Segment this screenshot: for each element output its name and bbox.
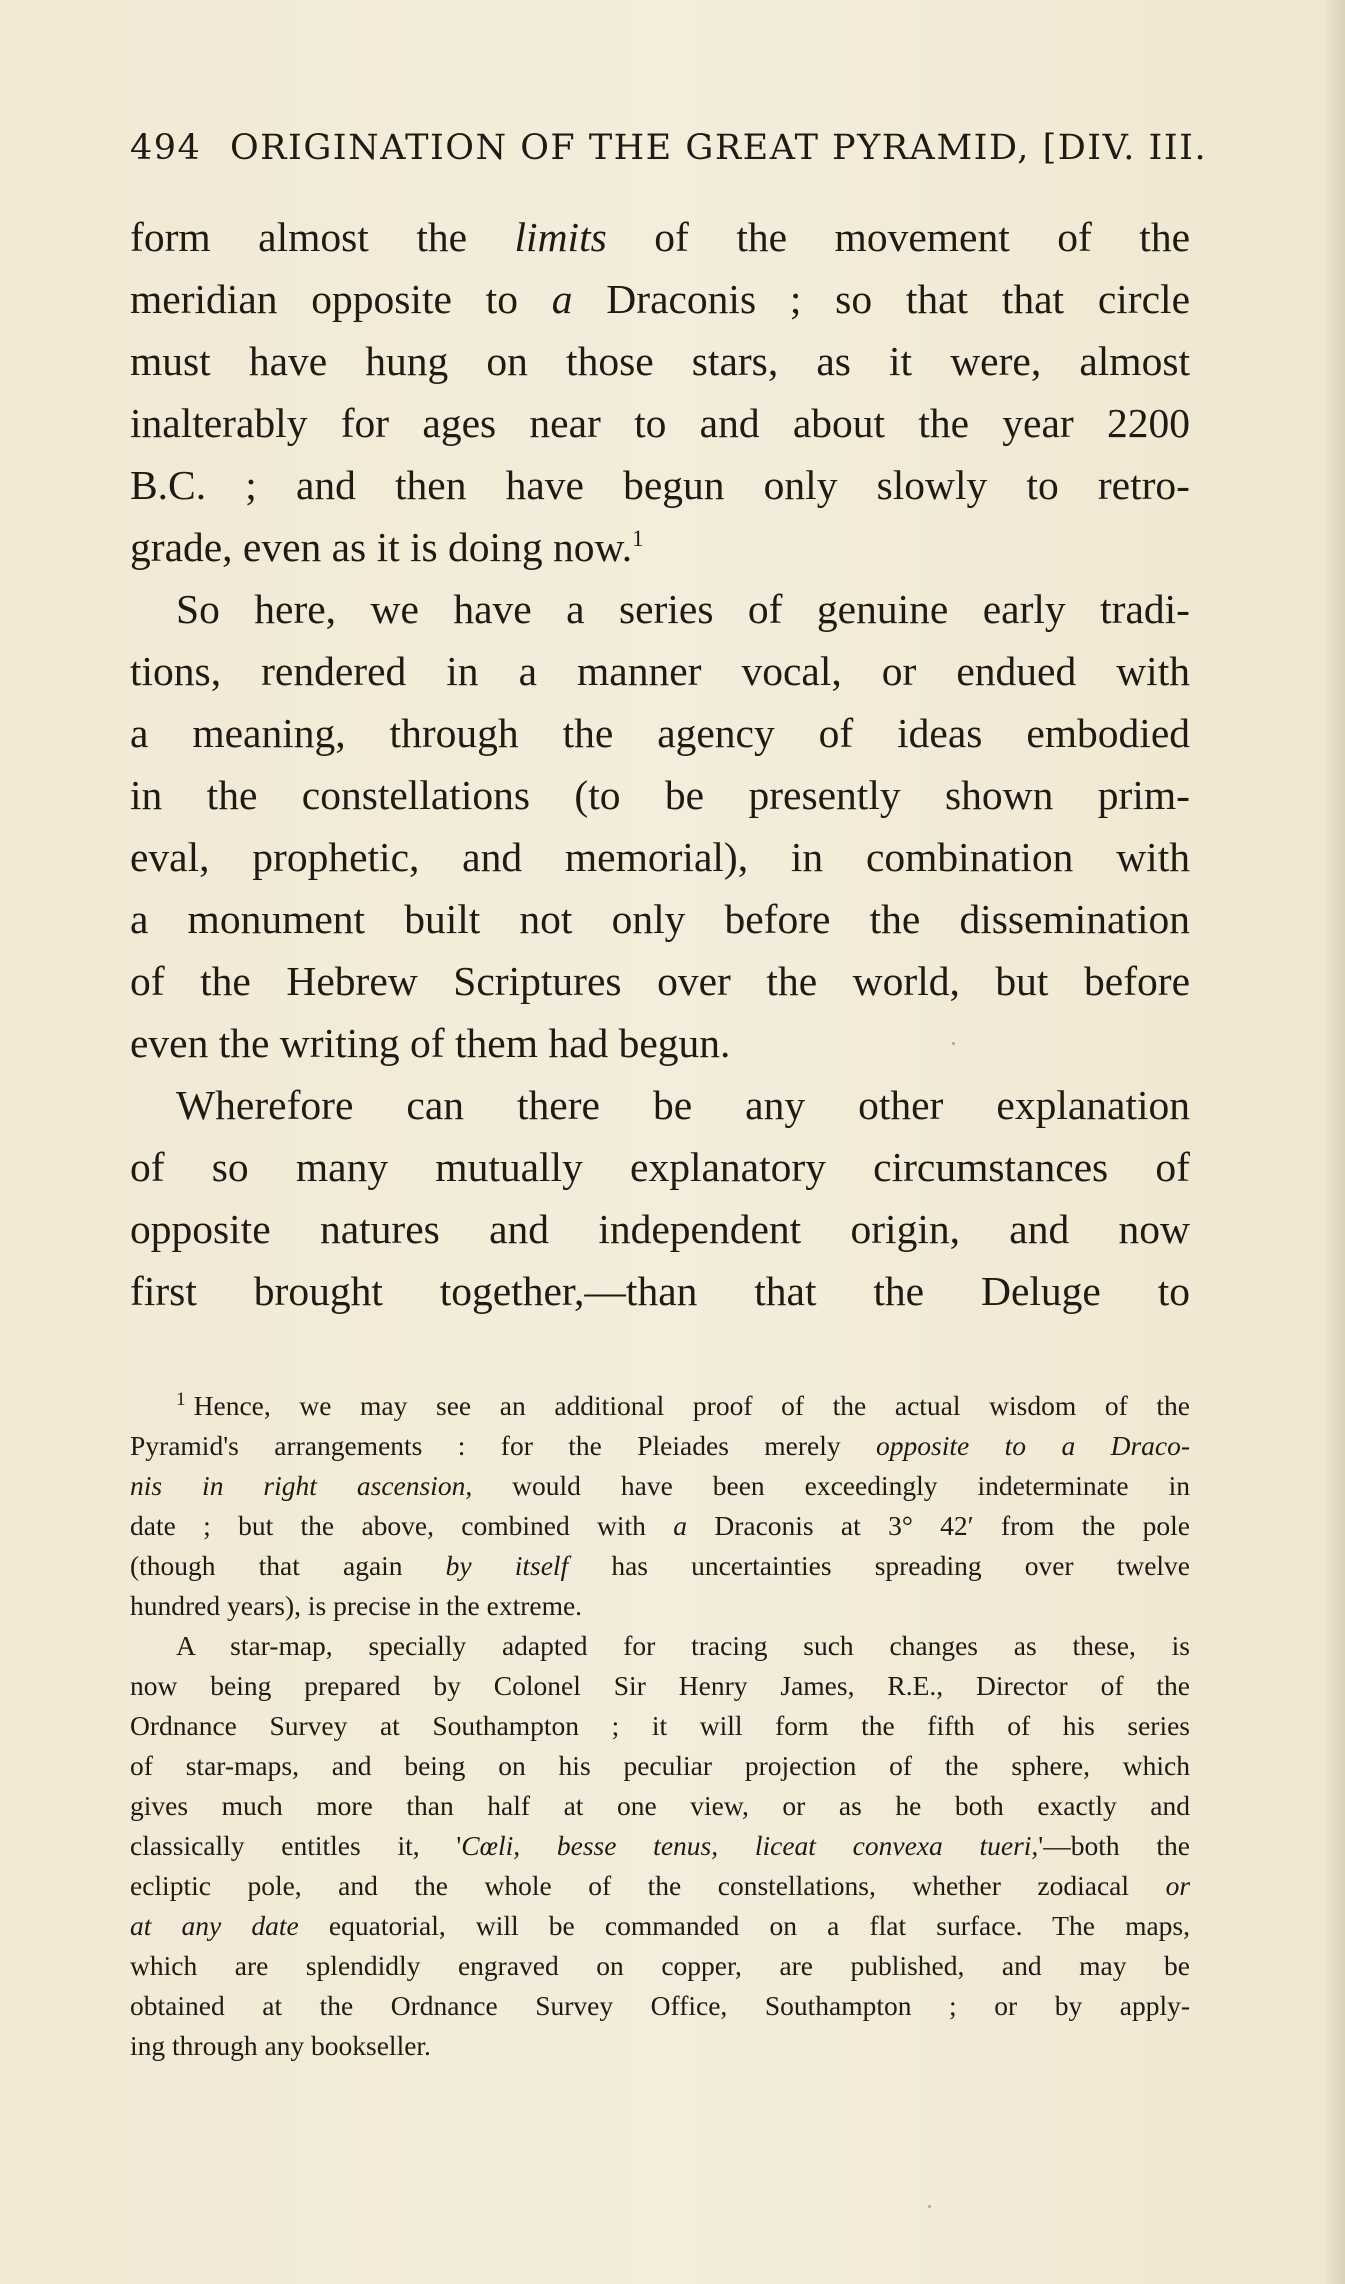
text-line: must have hung on those stars, as it were, almost — [130, 338, 1190, 384]
text-line: meridian opposite to a Draconis ; so that that circle — [130, 276, 1190, 322]
footnote-line: nis in right ascension, would have been exceedingly indeterminate in — [130, 1470, 1190, 1501]
text-line: inalterably for ages near to and about the year 2200 — [130, 400, 1190, 446]
text-line: eval, prophetic, and memorial), in combination with — [130, 834, 1190, 880]
text-line: even the writing of them had begun. — [130, 1020, 731, 1066]
text-line: form almost the limits of the movement of the — [130, 214, 1190, 260]
footnote-reference: 1 — [632, 526, 644, 552]
text-line: in the constellations (to be presently shown prim- — [130, 772, 1190, 818]
paper-speck — [952, 1042, 955, 1045]
running-title: ORIGINATION OF THE GREAT PYRAMID, — [229, 128, 1030, 168]
footnote-line: A star-map, specially adapted for tracing such changes as these, is — [176, 1630, 1190, 1661]
footnote-line: gives much more than half at one view, or as he both exactly and — [130, 1790, 1190, 1821]
text-line: of the Hebrew Scriptures over the world, but before — [130, 958, 1190, 1004]
text-line: a meaning, through the agency of ideas embodied — [130, 710, 1190, 756]
footnote-line: of star-maps, and being on his peculiar projection of the sphere, which — [130, 1750, 1190, 1781]
text-line: Wherefore can there be any other explanation — [176, 1082, 1190, 1128]
text-line: first brought together,—than that the Deluge to — [130, 1268, 1190, 1314]
footnote-line: Pyramid's arrangements : for the Pleiades merely opposite to a Draco- — [130, 1430, 1191, 1461]
footnote-line: at any date equatorial, will be commanded on a flat surface. The maps, — [130, 1910, 1190, 1941]
text-line: tions, rendered in a manner vocal, or endued with — [130, 648, 1190, 694]
text-line: B.C. ; and then have begun only slowly to retro- — [130, 462, 1191, 508]
footnote-line: hundred years), is precise in the extreme. — [130, 1590, 583, 1621]
footnote-line: obtained at the Ordnance Survey Office, Southampton ; or by apply- — [130, 1990, 1190, 2021]
footnote-line: (though that again by itself has uncertainties spreading over twelve — [130, 1550, 1190, 1581]
paper-speck — [928, 2205, 931, 2208]
footnote-marker: 1 — [176, 1388, 186, 1410]
running-header — [130, 128, 1208, 168]
text-line: grade, even as it is doing now.$^1$ — [130, 524, 644, 570]
text-line: So here, we have a series of genuine early tradi- — [176, 586, 1190, 632]
text-line: opposite natures and independent origin, and now — [130, 1206, 1190, 1252]
footnote-line: classically entitles it, 'Cœli, besse tenus, liceat convexa tueri,'—both the — [130, 1830, 1190, 1861]
footnote-line: ing through any bookseller. — [130, 2030, 431, 2061]
division-label: [DIV. III. — [1042, 128, 1208, 168]
page-gutter-shadow — [1323, 0, 1345, 2284]
footnote-line: now being prepared by Colonel Sir Henry James, R.E., Director of the — [130, 1670, 1190, 1701]
text-line: a monument built not only before the dissemination — [130, 896, 1190, 942]
footnote-line: Ordnance Survey at Southampton ; it will form the fifth of his series — [130, 1710, 1190, 1741]
footnote-line: $^1$ Hence, we may see an additional proof of the actual wisdom of the — [176, 1388, 1190, 1421]
page-number: 494 — [130, 128, 202, 168]
main-text — [130, 206, 1190, 1322]
footnote-line: date ; but the above, combined with a Draconis at 3° 42′ from the pole — [130, 1510, 1191, 1541]
footnotes — [130, 1386, 1190, 2066]
footnote-line: which are splendidly engraved on copper, are published, and may be — [130, 1950, 1190, 1981]
text-line: of so many mutually explanatory circumstances of — [130, 1144, 1190, 1190]
footnote-line: ecliptic pole, and the whole of the constellations, whether zodiacal or — [130, 1870, 1191, 1901]
